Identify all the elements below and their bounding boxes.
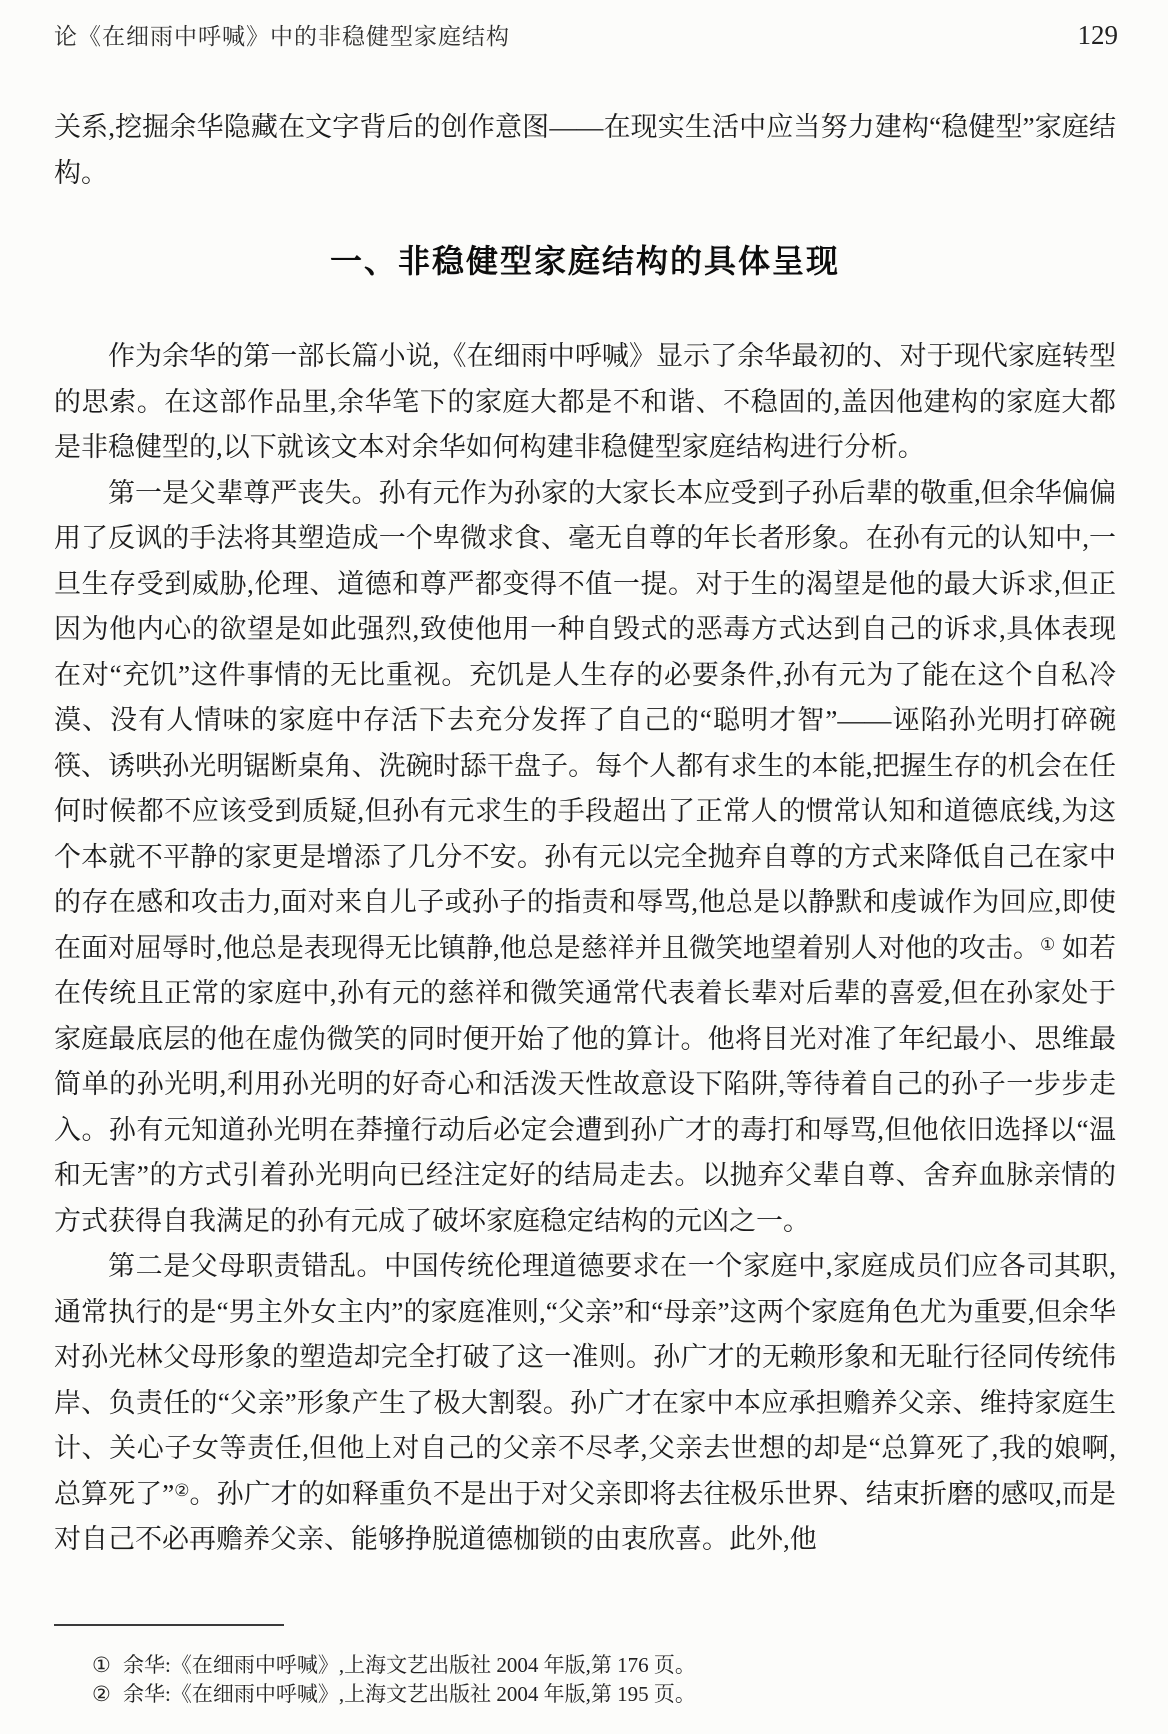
body-text [54, 334, 1116, 1563]
page-header [54, 18, 1118, 51]
footnote-marker: ② [92, 1682, 111, 1706]
footnote-text: 余华:《在细雨中呼喊》,上海文艺出版社 2004 年版,第 176 页。 [123, 1653, 696, 1677]
paragraph-2: 第一是父辈尊严丧失。孙有元作为孙家的大家长本应受到子孙后辈的敬重,但余华偏偏用了反讽的手法将其塑造成一个卑微求食、毫无自尊的年长者形象。在孙有元的认知中,一旦生存受到威胁,伦理、道德和尊严都变得不值一提。对于生的渴望是他的最大诉求,但正因为他内心的欲望是如此强烈,致使他用一种自毁式的恶毒方式达到自己的诉求,具体表现在对“充饥”这件事情的无比重视。充饥是人生存的必要条件,孙有元为了能在这个自私冷漠、没有人情味的家庭中存活下去充分发挥了自己的“聪明才智”——诬陷孙光明打碎碗筷、诱哄孙光明锯断桌角、洗碗时舔干盘子。每个人都有求生的本能,把握生存的机会在任何时候都不应该受到质疑,但孙有元求生的手段超出了正常人的惯常认知和道德底线,为这个本就不平静的家更是增添了几分不安。孙有元以完全抛弃自尊的方式来降低自己在家中的存在感和攻击力,面对来自儿子或孙子的指责和辱骂,他总是以静默和虔诚作为回应,即使在面对屈辱时,他总是表现得无比镇静,他总是慈祥并且微笑地望着别人对他的攻击。① 如若在传统且正常的家庭中,孙有元的慈祥和微笑通常代表着长辈对后辈的喜爱,但在孙家处于家庭最底层的他在虚伪微笑的同时便开始了他的算计。他将目光对准了年纪最小、思维最简单的孙光明,利用孙光明的好奇心和活泼天性故意设下陷阱,等待着自己的孙子一步步走入。孙有元知道孙光明在莽撞行动后必定会遭到孙广才的毒打和辱骂,但他依旧选择以“温和无害”的方式引着孙光明向已经注定好的结局走去。以抛弃父辈自尊、舍弃血脉亲情的方式获得自我满足的孙有元成了破坏家庭稳定结构的元凶之一。 [54, 477, 1117, 1236]
footnote-2 [54, 1680, 1116, 1709]
paragraph-3: 第二是父母职责错乱。中国传统伦理道德要求在一个家庭中,家庭成员们应各司其职,通常执行的是“男主外女主内”的家庭准则,“父亲”和“母亲”这两个家庭角色尤为重要,但余华对孙光林父母形象的塑造却完全打破了这一准则。孙广才的无赖形象和无耻行径同传统伟岸、负责任的“父亲”形象产生了极大割裂。孙广才在家中本应承担赡养父亲、维持家庭生计、关心子女等责任,但他上对自己的父亲不尽孝,父亲去世想的却是“总算死了,我的娘啊,总算死了”②。孙广才的如释重负不是出于对父亲即将去往极乐世界、结束折磨的感叹,而是对自己不必再赡养父亲、能够挣脱道德枷锁的由衷欣喜。此外,他 [54, 1251, 1116, 1554]
footnote-ref: ① [1039, 934, 1056, 954]
paragraph-1: 作为余华的第一部长篇小说,《在细雨中呼喊》显示了余华最初的、对于现代家庭转型的思索。在这部作品里,余华笔下的家庭大都是不和谐、不稳固的,盖因他建构的家庭大都是非稳健型的,以下就该文本对余华如何构建非稳健型家庭结构进行分析。 [54, 341, 1116, 462]
running-title: 论《在细雨中呼喊》中的非稳健型家庭结构 [54, 24, 510, 49]
lead-paragraph: 关系,挖掘余华隐藏在文字背后的创作意图——在现实生活中应当努力建构“稳健型”家庭结构。 [54, 112, 1116, 188]
footnote-divider [54, 1624, 284, 1626]
footnotes [54, 1651, 1116, 1709]
footnote-text: 余华:《在细雨中呼喊》,上海文艺出版社 2004 年版,第 195 页。 [123, 1682, 696, 1706]
footnote-marker: ① [92, 1653, 111, 1677]
page-number: 129 [1077, 20, 1118, 50]
footnote-ref: ② [174, 1480, 190, 1500]
section-heading: 一、非稳健型家庭结构的具体呈现 [329, 243, 840, 279]
footnote-1 [54, 1651, 1116, 1680]
